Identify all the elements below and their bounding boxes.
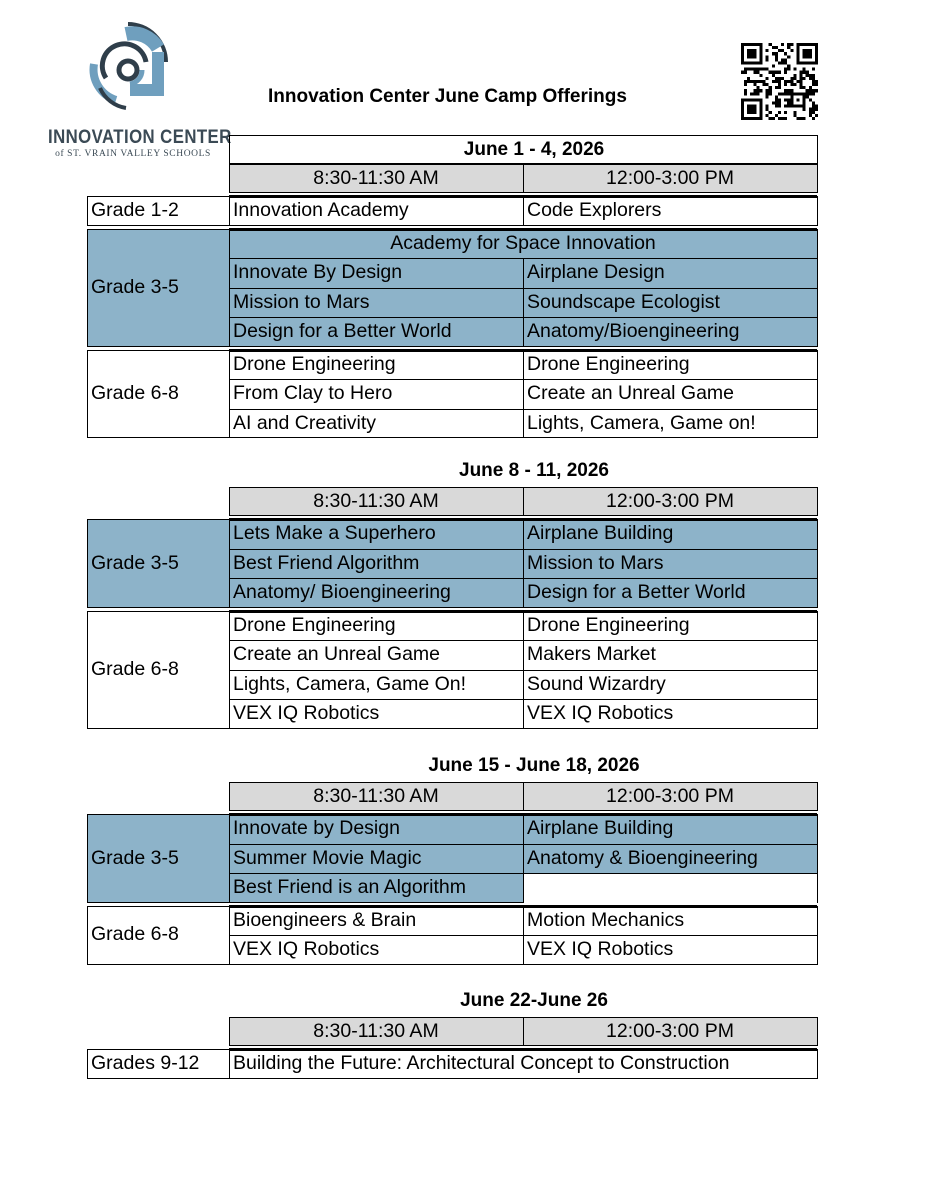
pm-camp-cell: Drone Engineering (527, 352, 690, 375)
pm-camp-cell: Makers Market (527, 643, 656, 665)
pm-camp-cell: Anatomy & Bioengineering (527, 846, 758, 869)
pm-time-header: 12:00-3:00 PM (606, 166, 734, 189)
section-title: June 22-June 26 (460, 990, 608, 1011)
pm-camp-cell: Sound Wizardry (527, 672, 666, 695)
grade-label: Grade 3-5 (91, 846, 179, 869)
group-separator (229, 905, 817, 908)
am-camp-cell: Summer Movie Magic (233, 846, 422, 869)
camp-spanning-cell: Building the Future: Architectural Concept to Construction (233, 1052, 730, 1074)
pm-camp-cell: Airplane Design (527, 261, 665, 283)
pm-camp-cell: Airplane Building (527, 522, 674, 544)
am-camp-cell: AI and Creativity (233, 411, 377, 434)
logo-subtitle: of ST. VRAIN VALLEY SCHOOLS (55, 149, 211, 159)
pm-time-header: 12:00-3:00 PM (606, 1019, 734, 1042)
grade-label: Grade 3-5 (91, 275, 179, 298)
am-camp-cell: Lights, Camera, Game On! (233, 672, 467, 695)
grade-label: Grade 6-8 (91, 923, 179, 946)
pm-camp-cell: Airplane Building (527, 817, 674, 839)
pm-camp-cell: Design for a Better World (527, 581, 746, 603)
grade-label: Grade 1-2 (91, 199, 179, 221)
qr-code-icon (741, 43, 818, 120)
logo-name: INNOVATION CENTER (48, 126, 232, 148)
section-title: June 1 - 4, 2026 (463, 139, 605, 160)
pm-camp-cell (523, 873, 817, 903)
am-time-header: 8:30-11:30 AM (313, 166, 439, 189)
am-camp-cell: Drone Engineering (233, 352, 396, 375)
am-camp-cell: Create an Unreal Game (233, 643, 441, 665)
section-title: June 8 - 11, 2026 (459, 460, 609, 481)
am-camp-cell: Innovate By Design (233, 261, 403, 283)
group-separator (229, 518, 817, 521)
group-separator (229, 610, 817, 613)
innovation-center-logo (48, 18, 232, 163)
camp-spanning-cell: Academy for Space Innovation (390, 231, 656, 254)
am-camp-cell: Best Friend is an Algorithm (233, 876, 467, 898)
group-separator (229, 813, 817, 816)
pm-camp-cell: Mission to Mars (527, 551, 664, 574)
grade-label: Grade 3-5 (91, 551, 179, 574)
pm-camp-cell: Create an Unreal Game (527, 382, 735, 404)
am-camp-cell: From Clay to Hero (233, 382, 393, 404)
am-camp-cell: Bioengineers & Brain (233, 908, 417, 931)
am-camp-cell: Best Friend Algorithm (233, 551, 420, 574)
am-camp-cell: Innovation Academy (233, 199, 409, 221)
pm-camp-cell: VEX IQ Robotics (527, 938, 674, 960)
pm-camp-cell: Code Explorers (527, 199, 662, 221)
grade-label: Grade 6-8 (91, 382, 179, 404)
grade-label: Grades 9-12 (91, 1052, 200, 1074)
group-separator (229, 1048, 817, 1051)
am-camp-cell: Design for a Better World (233, 320, 452, 342)
pm-camp-cell: Motion Mechanics (527, 908, 685, 931)
section-title: June 15 - June 18, 2026 (428, 755, 640, 776)
pm-camp-cell: Lights, Camera, Game on! (527, 411, 756, 434)
pm-time-header: 12:00-3:00 PM (606, 784, 734, 807)
am-camp-cell: Drone Engineering (233, 613, 396, 636)
pm-camp-cell: Soundscape Ecologist (527, 290, 720, 313)
page-title: Innovation Center June Camp Offerings (268, 86, 627, 107)
group-separator (229, 195, 817, 198)
am-time-header: 8:30-11:30 AM (313, 1019, 439, 1042)
am-camp-cell: Innovate by Design (233, 817, 400, 839)
am-camp-cell: VEX IQ Robotics (233, 938, 380, 960)
am-time-header: 8:30-11:30 AM (313, 784, 439, 807)
am-camp-cell: Lets Make a Superhero (233, 522, 436, 544)
pm-camp-cell: VEX IQ Robotics (527, 702, 674, 724)
logo-mark-icon (86, 18, 186, 118)
pm-camp-cell: Drone Engineering (527, 613, 690, 636)
am-camp-cell: Anatomy/ Bioengineering (233, 581, 451, 603)
group-separator (229, 349, 817, 352)
am-camp-cell: Mission to Mars (233, 290, 370, 313)
group-separator (229, 228, 817, 231)
pm-time-header: 12:00-3:00 PM (606, 489, 734, 512)
am-time-header: 8:30-11:30 AM (313, 489, 439, 512)
grade-label: Grade 6-8 (91, 657, 179, 680)
pm-camp-cell: Anatomy/Bioengineering (527, 320, 740, 342)
am-camp-cell: VEX IQ Robotics (233, 702, 380, 724)
